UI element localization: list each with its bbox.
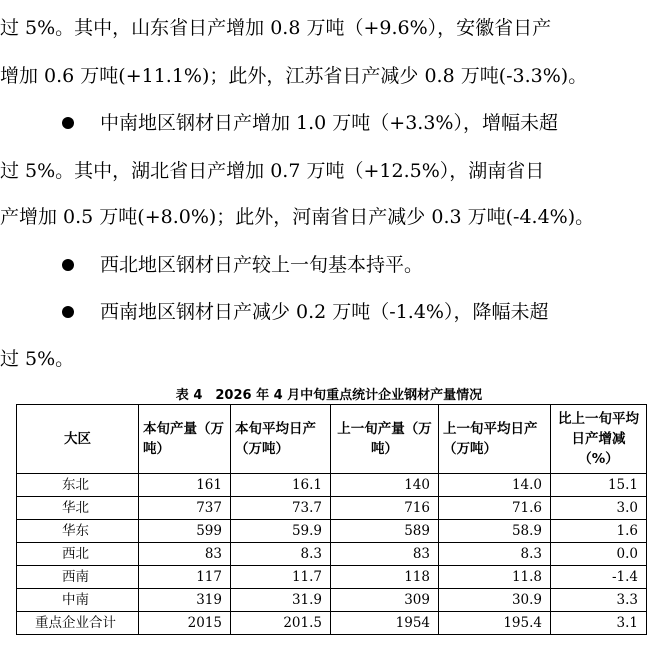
column-header: 上一旬平均日产（万吨） xyxy=(439,405,551,474)
table-row xyxy=(17,474,647,497)
table-cell: 30.9 xyxy=(439,589,551,612)
paragraph-line: 过 5%。其中，山东省日产增加 0.8 万吨（+9.6%），安徽省日产 xyxy=(0,17,552,39)
steel-production-table xyxy=(16,404,647,635)
region-cell: 西北 xyxy=(17,543,139,566)
bullet-icon xyxy=(62,117,74,129)
table-cell: 11.7 xyxy=(231,566,331,589)
table-cell: 589 xyxy=(331,520,439,543)
table-cell: 3.3 xyxy=(551,589,647,612)
paragraph-line: 过 5%。 xyxy=(0,348,75,370)
table-cell: 16.1 xyxy=(231,474,331,497)
column-header: 大区 xyxy=(17,405,139,474)
paragraph-line: 西北地区钢材日产较上一旬基本持平。 xyxy=(100,254,424,276)
table-cell: 8.3 xyxy=(231,543,331,566)
region-cell: 西南 xyxy=(17,566,139,589)
region-cell: 东北 xyxy=(17,474,139,497)
table-cell: 319 xyxy=(139,589,231,612)
table-cell: 195.4 xyxy=(439,612,551,635)
table-cell: -1.4 xyxy=(551,566,647,589)
table-cell: 161 xyxy=(139,474,231,497)
column-header: 本旬产量（万吨） xyxy=(139,405,231,474)
table-cell: 11.8 xyxy=(439,566,551,589)
table-cell: 2015 xyxy=(139,612,231,635)
table-cell: 0.0 xyxy=(551,543,647,566)
table-cell: 15.1 xyxy=(551,474,647,497)
table-row xyxy=(17,589,647,612)
region-cell: 中南 xyxy=(17,589,139,612)
region-cell: 华东 xyxy=(17,520,139,543)
table-total-row xyxy=(17,612,647,635)
column-header: 比上一旬平均日产增减（%） xyxy=(551,405,647,474)
table-cell: 716 xyxy=(331,497,439,520)
bullet-icon xyxy=(62,259,74,271)
column-header: 本旬平均日产（万吨） xyxy=(231,405,331,474)
table-row xyxy=(17,543,647,566)
table-cell: 117 xyxy=(139,566,231,589)
paragraph-line: 过 5%。其中，湖北省日产增加 0.7 万吨（+12.5%），湖南省日 xyxy=(0,160,545,182)
table-cell: 201.5 xyxy=(231,612,331,635)
table-row xyxy=(17,497,647,520)
table-cell: 59.9 xyxy=(231,520,331,543)
table-cell: 309 xyxy=(331,589,439,612)
table-cell: 3.1 xyxy=(551,612,647,635)
table-row xyxy=(17,520,647,543)
bullet-paragraph-southwest xyxy=(0,292,658,332)
table-cell: 3.0 xyxy=(551,497,647,520)
table-cell: 58.9 xyxy=(439,520,551,543)
table-cell: 71.6 xyxy=(439,497,551,520)
bullet-icon xyxy=(62,306,74,318)
table-cell: 1.6 xyxy=(551,520,647,543)
bullet-paragraph-central-south xyxy=(0,103,658,143)
table-row xyxy=(17,566,647,589)
table-cell: 14.0 xyxy=(439,474,551,497)
table-cell: 737 xyxy=(139,497,231,520)
table-cell: 118 xyxy=(331,566,439,589)
table-cell: 73.7 xyxy=(231,497,331,520)
paragraph-line: 中南地区钢材日产增加 1.0 万吨（+3.3%），增幅未超 xyxy=(100,112,558,134)
bullet-paragraph-northwest xyxy=(0,245,658,285)
table-cell: 140 xyxy=(331,474,439,497)
table-cell: 599 xyxy=(139,520,231,543)
column-header: 上一旬产量（万吨） xyxy=(331,405,439,474)
table-header-row xyxy=(17,405,647,474)
region-cell: 华北 xyxy=(17,497,139,520)
table-cell: 1954 xyxy=(331,612,439,635)
paragraph-line: 西南地区钢材日产减少 0.2 万吨（-1.4%），降幅未超 xyxy=(100,301,549,323)
paragraph-line: 产增加 0.5 万吨(+8.0%)；此外，河南省日产减少 0.3 万吨(-4.4%)。 xyxy=(0,206,595,228)
paragraph-line: 增加 0.6 万吨(+11.1%)；此外，江苏省日产减少 0.8 万吨(-3.3%)。 xyxy=(0,65,588,87)
region-cell: 重点企业合计 xyxy=(17,612,139,635)
table-cell: 83 xyxy=(139,543,231,566)
table-cell: 83 xyxy=(331,543,439,566)
table-cell: 31.9 xyxy=(231,589,331,612)
table-cell: 8.3 xyxy=(439,543,551,566)
table-caption: 表 4 2026 年 4 月中旬重点统计企业钢材产量情况 xyxy=(175,388,483,403)
